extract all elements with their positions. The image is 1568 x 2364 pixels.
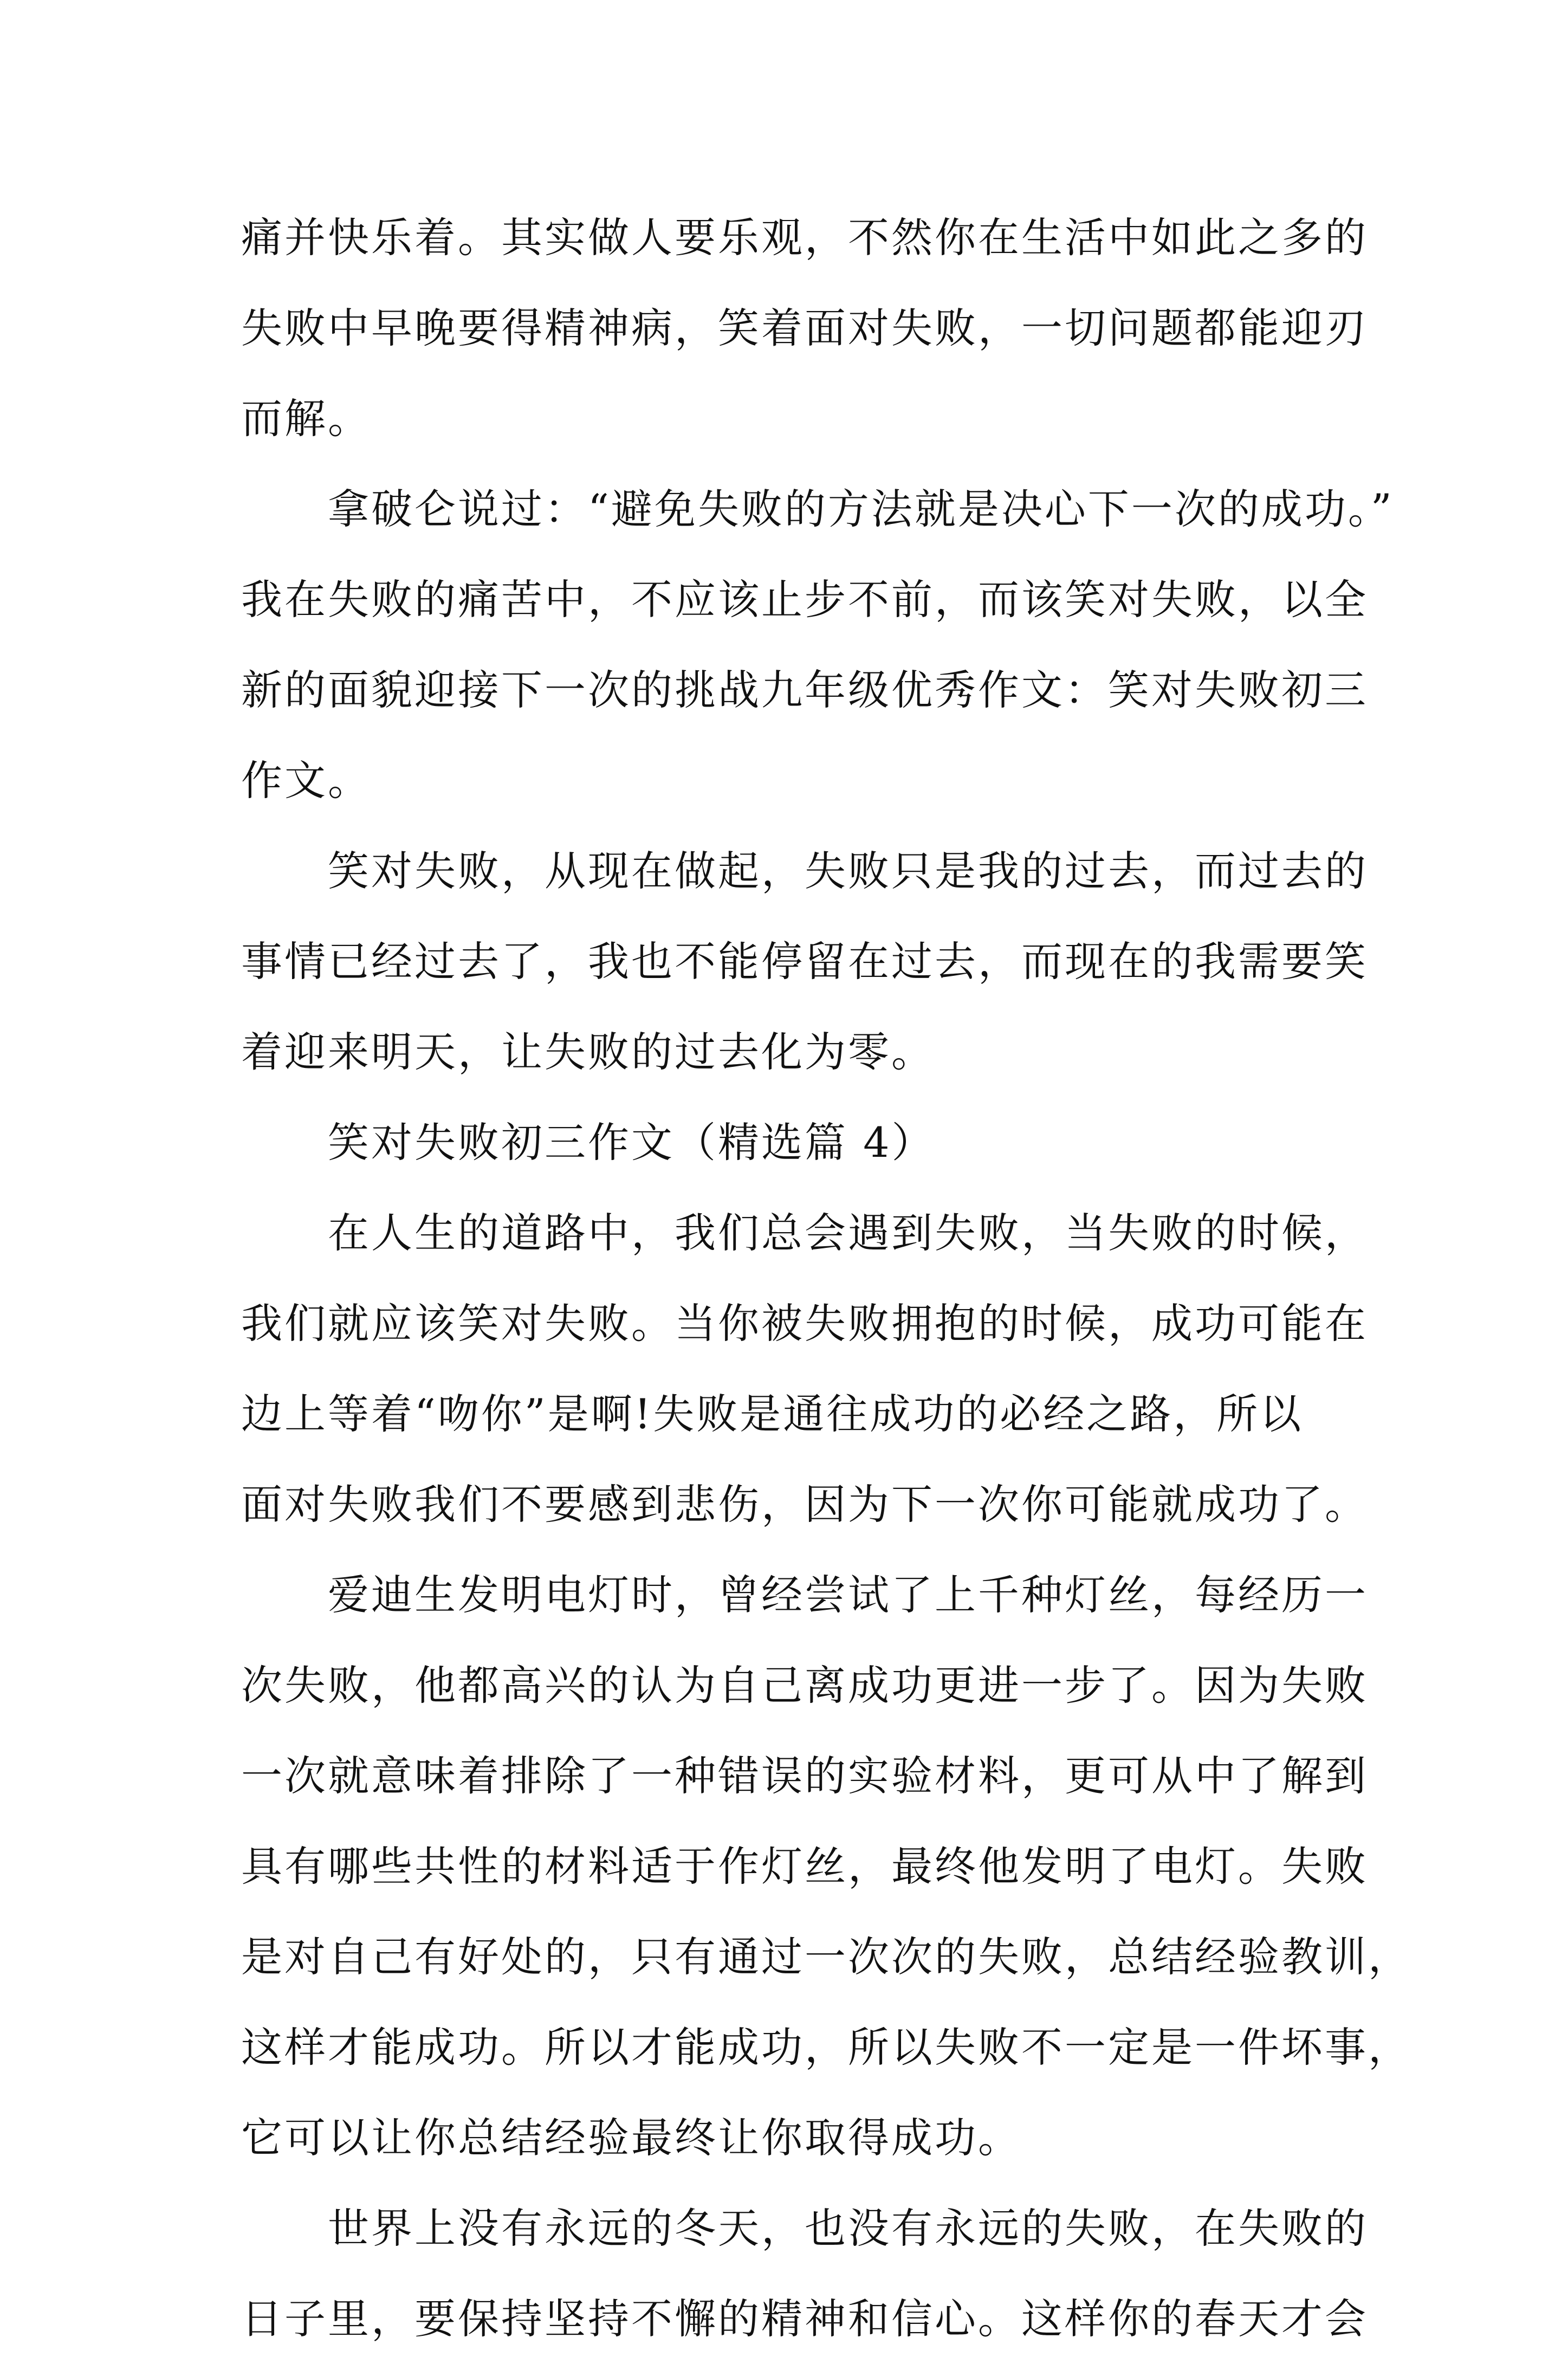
paragraph-first-line: 拿破仑说过：“避免失败的方法就是决心下一次的成功。” xyxy=(328,485,1394,533)
text-line: 作文。 xyxy=(241,756,371,805)
section-heading: 笑对失败初三作文（精选篇 4） xyxy=(328,1118,935,1167)
text-line: 我们就应该笑对失败。当你被失败拥抱的时候，成功可能在 xyxy=(241,1299,1368,1348)
paragraph-first-line: 世界上没有永远的冬天，也没有永远的失败，在失败的 xyxy=(328,2204,1368,2252)
text-line: 边上等着“吻你”是啊!失败是通往成功的必经之路，所以 xyxy=(241,1390,1304,1438)
text-line: 我在失败的痛苦中，不应该止步不前，而该笑对失败，以全 xyxy=(241,575,1368,624)
text-line: 痛并快乐着。其实做人要乐观，不然你在生活中如此之多的 xyxy=(241,213,1368,262)
paragraph-first-line: 在人生的道路中，我们总会遇到失败，当失败的时候， xyxy=(328,1209,1368,1257)
text-line: 事情已经过去了，我也不能停留在过去，而现在的我需要笑 xyxy=(241,937,1368,986)
text-line: 新的面貌迎接下一次的挑战九年级优秀作文：笑对失败初三 xyxy=(241,666,1368,714)
text-line: 着迎来明天，让失败的过去化为零。 xyxy=(241,1028,935,1076)
text-line: 这样才能成功。所以才能成功，所以失败不一定是一件坏事， xyxy=(241,2023,1411,2071)
text-line: 次失败，他都高兴的认为自己离成功更进一步了。因为失败 xyxy=(241,1661,1368,1709)
text-line: 而解。 xyxy=(241,394,371,443)
paragraph-first-line: 笑对失败，从现在做起，失败只是我的过去，而过去的 xyxy=(328,847,1368,895)
text-line: 日子里，要保持坚持不懈的精神和信心。这样你的春天才会 xyxy=(241,2295,1368,2343)
text-line: 一次就意味着排除了一种错误的实验材料，更可从中了解到 xyxy=(241,1752,1368,1800)
text-line: 面对失败我们不要感到悲伤，因为下一次你可能就成功了。 xyxy=(241,1480,1368,1528)
document-body xyxy=(241,192,1411,2364)
text-line: 它可以让你总结经验最终让你取得成功。 xyxy=(241,2114,1021,2162)
paragraph-first-line: 爱迪生发明电灯时，曾经尝试了上千种灯丝，每经历一 xyxy=(328,1571,1368,1619)
text-line: 具有哪些共性的材料适于作灯丝，最终他发明了电灯。失败 xyxy=(241,1842,1368,1890)
text-line: 是对自己有好处的，只有通过一次次的失败，总结经验教训， xyxy=(241,1933,1411,1981)
text-line: 失败中早晚要得精神病，笑着面对失败，一切问题都能迎刃 xyxy=(241,304,1368,352)
